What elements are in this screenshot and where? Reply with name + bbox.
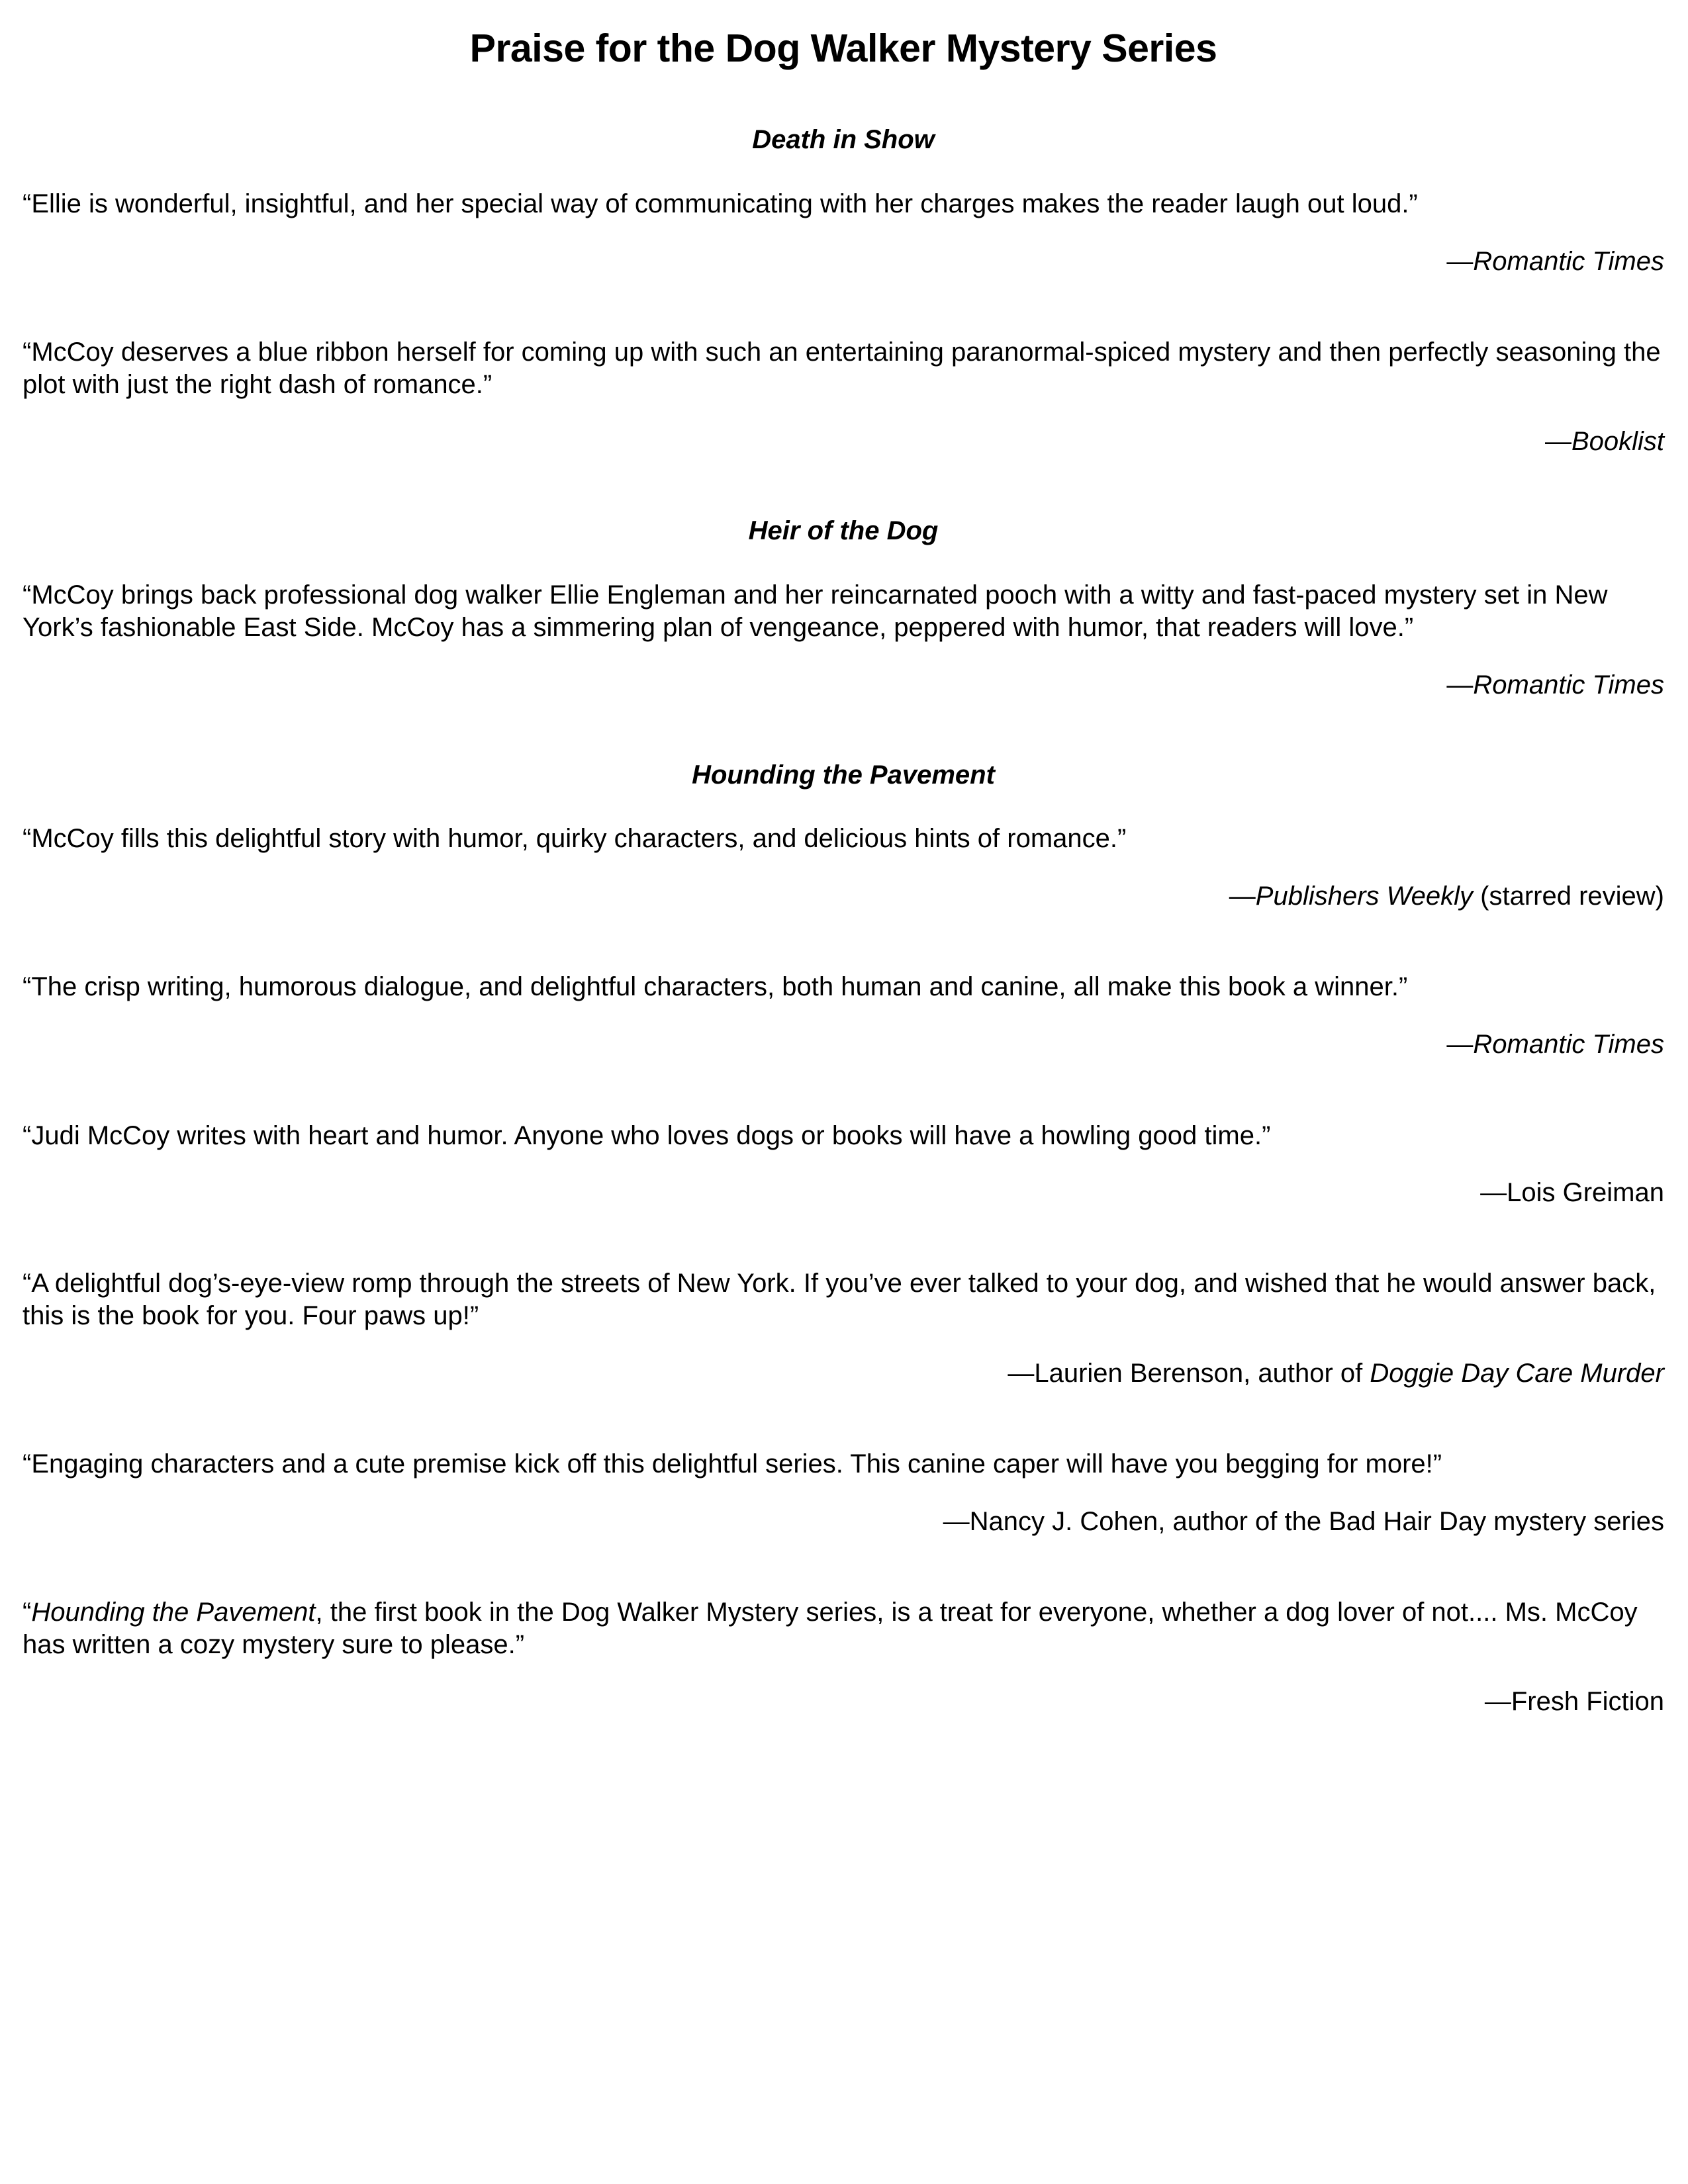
book-title-death-in-show: Death in Show <box>752 125 935 154</box>
review-quote <box>23 1596 1664 1661</box>
review-quote: “McCoy deserves a blue ribbon herself for coming up with such an entertaining paranormal-spiced mystery and then perfectly seasoning the plot with just the right dash of romance.” <box>23 338 1661 399</box>
attribution-prefix: —Laurien Berenson, author of <box>1008 1359 1370 1388</box>
review-quote: “Judi McCoy writes with heart and humor. Anyone who loves dogs or books will have a howling good time.” <box>23 1121 1271 1150</box>
attribution-source: Publishers Weekly <box>1255 882 1474 911</box>
review-attribution <box>23 425 1664 458</box>
quote-book-title: Hounding the Pavement <box>31 1598 316 1627</box>
attribution-source: Romantic Times <box>1473 1030 1664 1059</box>
review-quote: “The crisp writing, humorous dialogue, and delightful characters, both human and canine, all make this book a winner.” <box>23 972 1408 1001</box>
attribution-source: Booklist <box>1571 427 1664 456</box>
book-title-heir-of-the-dog: Heir of the Dog <box>748 516 939 545</box>
attribution-source: Romantic Times <box>1473 670 1664 700</box>
review-attribution: —Fresh Fiction <box>1484 1687 1664 1716</box>
review-attribution: —Nancy J. Cohen, author of the Bad Hair Day mystery series <box>943 1507 1664 1536</box>
review-quote: “McCoy brings back professional dog walker Ellie Engleman and her reincarnated pooch with a witty and fast-paced mystery set in New York’s fashionable East Side. McCoy has a simmering plan of vengeance, peppered with humor, that readers will love.” <box>23 580 1608 642</box>
attribution-dash: — <box>1544 427 1571 456</box>
attribution-source: Romantic Times <box>1473 247 1664 276</box>
attribution-dash: — <box>1446 670 1474 700</box>
attribution-note: (starred review) <box>1473 882 1664 911</box>
review-attribution <box>23 245 1664 278</box>
attribution-dash: — <box>1446 1030 1474 1059</box>
attribution-dash: — <box>1446 247 1474 276</box>
book-title-hounding-the-pavement: Hounding the Pavement <box>692 760 995 790</box>
page-title: Praise for the Dog Walker Mystery Series <box>469 26 1217 70</box>
attribution-book-title: Doggie Day Care Murder <box>1370 1359 1664 1388</box>
review-attribution: —Lois Greiman <box>1480 1178 1664 1207</box>
review-quote: “A delightful dog’s-eye-view romp through the streets of New York. If you’ve ever talked to your dog, and wished that he would answer back, this is the book for you. Four paws up!” <box>23 1269 1656 1330</box>
review-attribution <box>23 1028 1664 1061</box>
attribution-dash: — <box>1229 882 1256 911</box>
quote-text: , the first book in the Dog Walker Mystery series, is a treat for everyone, whether a dog lover of not.... Ms. McCoy has written a cozy mystery sure to please.” <box>23 1598 1638 1659</box>
review-quote: “McCoy fills this delightful story with humor, quirky characters, and delicious hints of romance.” <box>23 824 1127 853</box>
quote-open-mark: “ <box>23 1598 32 1627</box>
review-attribution <box>23 880 1664 913</box>
review-attribution <box>23 1357 1664 1390</box>
review-quote: “Ellie is wonderful, insightful, and her special way of communicating with her charges makes the reader laugh out loud.” <box>23 189 1418 218</box>
review-quote: “Engaging characters and a cute premise kick off this delightful series. This canine caper will have you begging for more!” <box>23 1449 1442 1479</box>
review-attribution <box>23 668 1664 702</box>
